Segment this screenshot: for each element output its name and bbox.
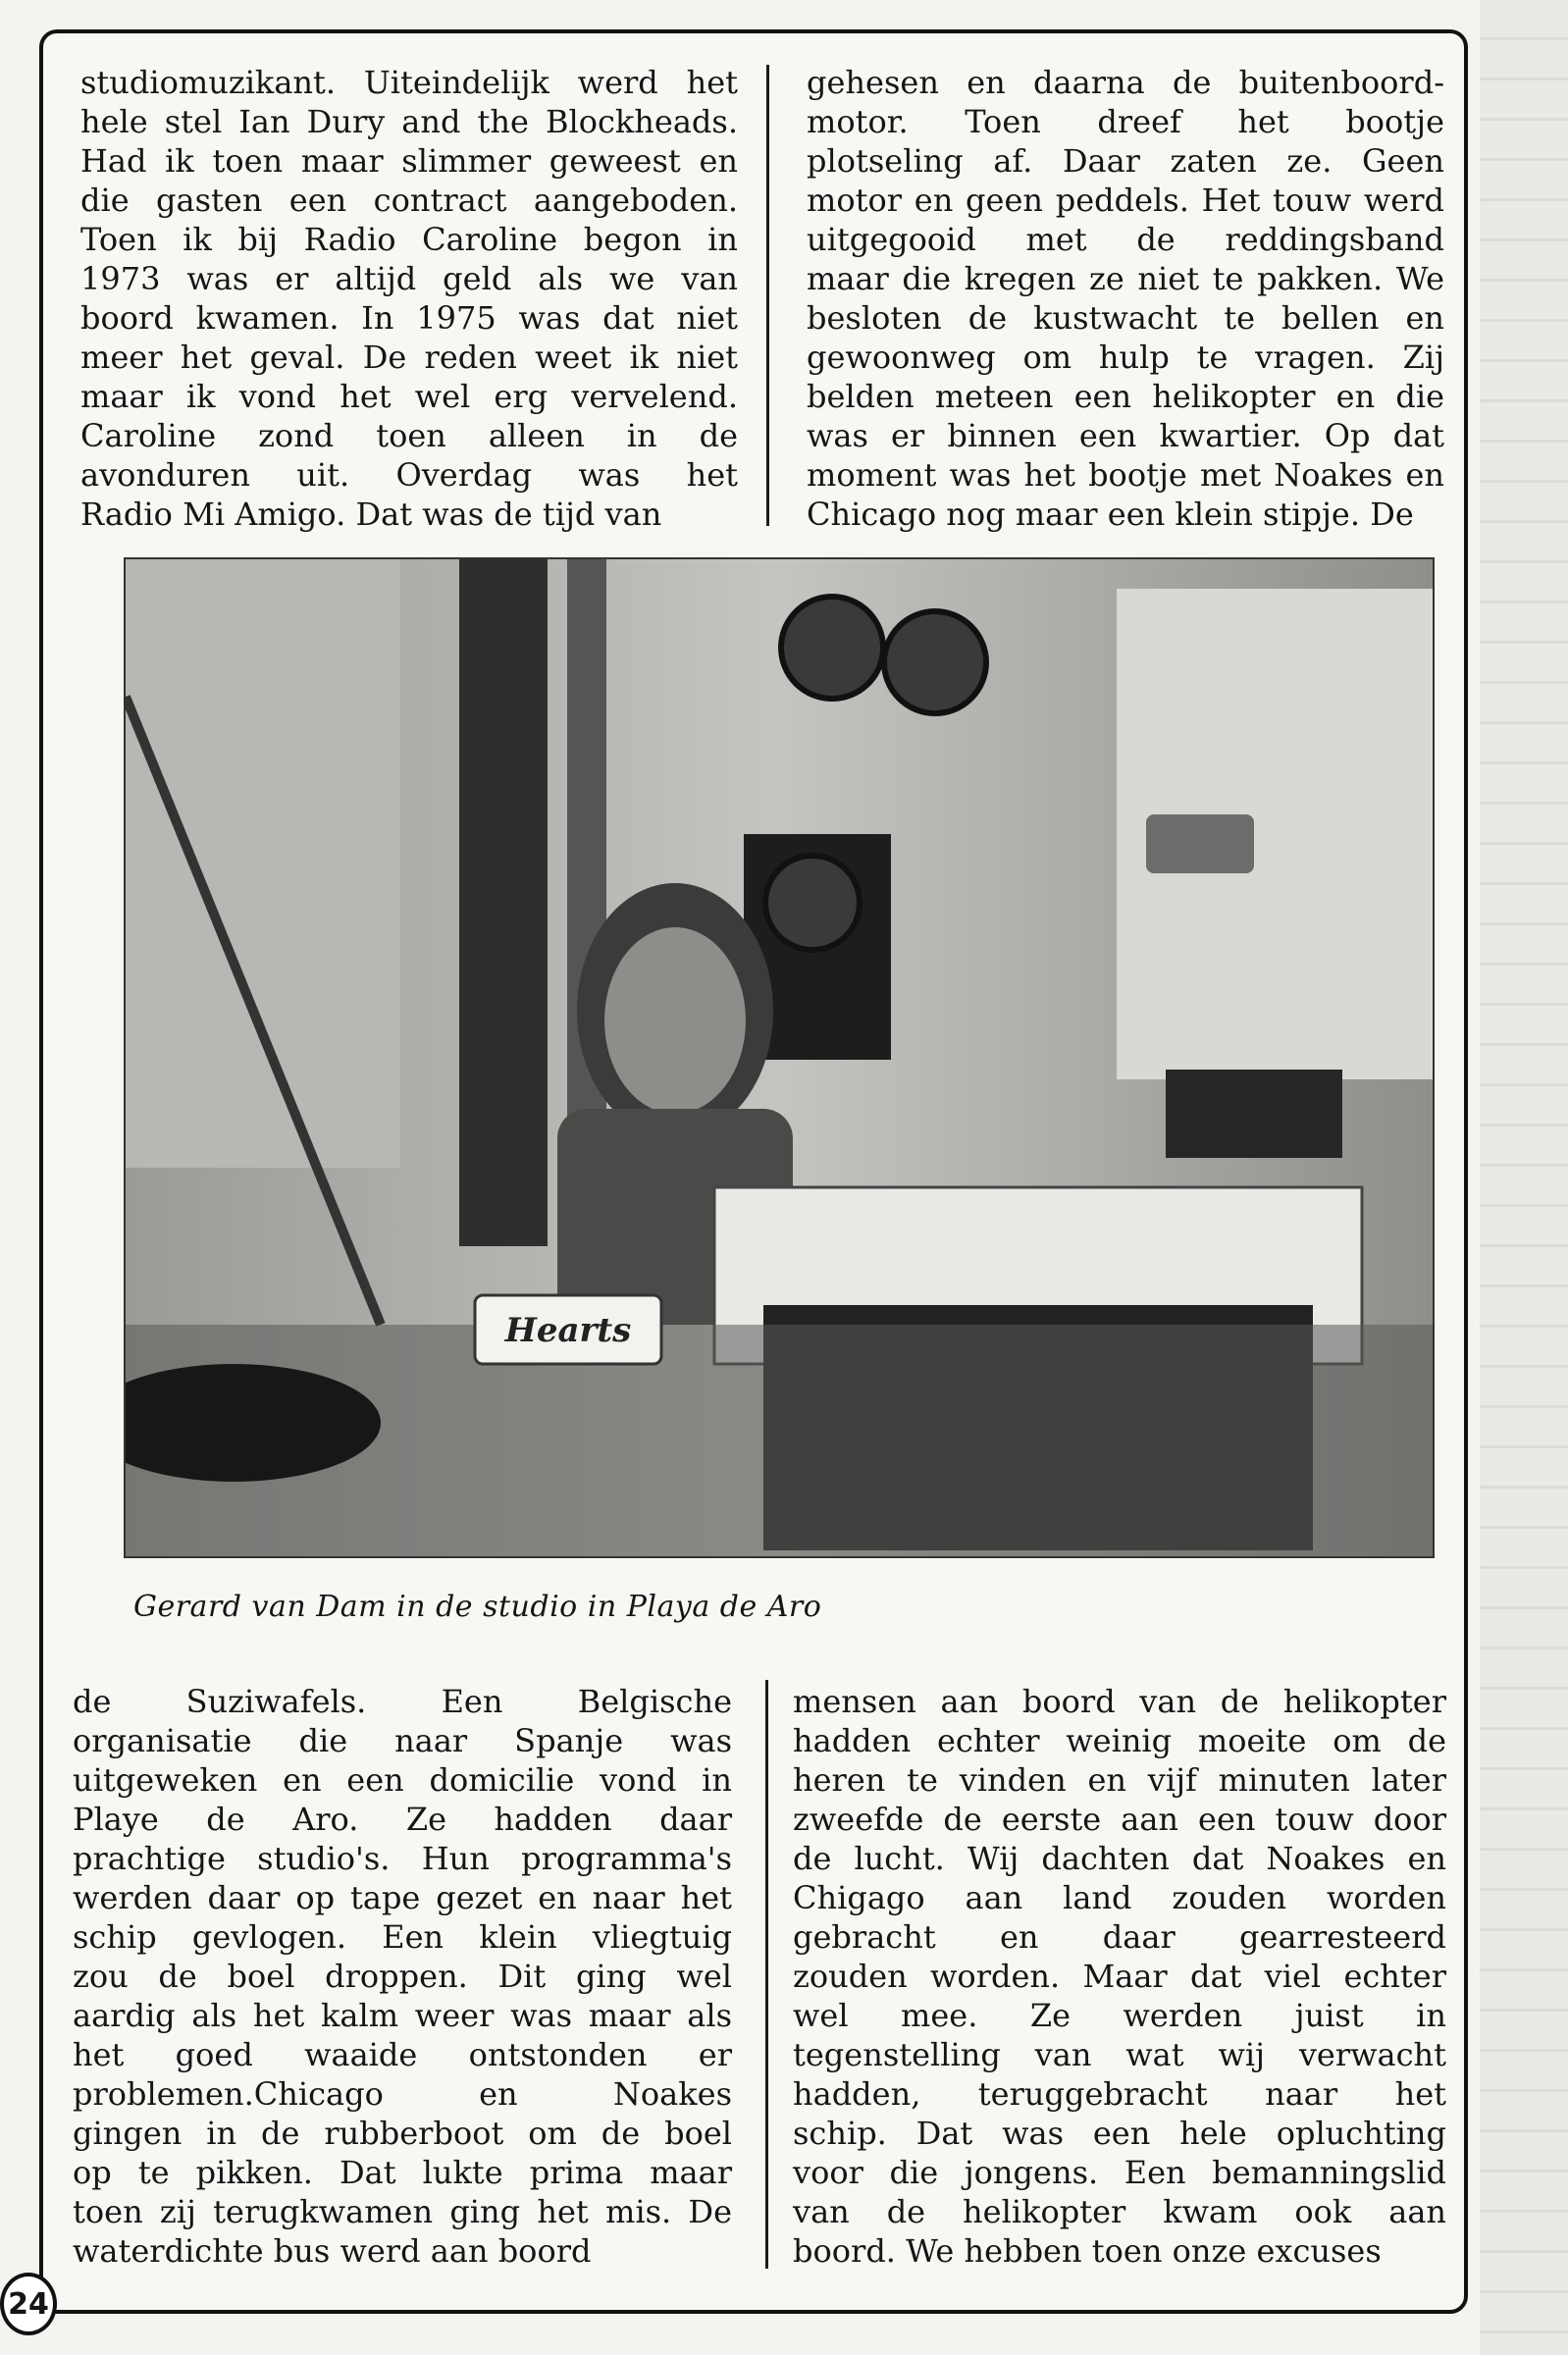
text-line: problemen.Chicago en Noakes [73, 2075, 732, 2113]
text-line: Playe de Aro. Ze hadden daar [73, 1801, 732, 1838]
text-line: motor. Toen dreef het bootje [807, 103, 1444, 140]
article-column-bottom-left [73, 1682, 732, 2271]
text-line: hadden, teruggebracht naar het [793, 2075, 1446, 2113]
text-line: Chicago nog maar een klein stipje. De [807, 496, 1414, 533]
text-line: die gasten een contract aangeboden. [80, 182, 738, 219]
text-line: was er binnen een kwartier. Op dat [807, 417, 1444, 454]
text-line: van de helikopter kwam ook aan [793, 2193, 1446, 2230]
text-line: mensen aan boord van de helikopter [793, 1683, 1446, 1720]
text-line: besloten de kustwacht te bellen en [807, 299, 1444, 337]
article-column-bottom-right [793, 1682, 1446, 2271]
page-number-badge: 24 [0, 2273, 57, 2335]
text-line: 1973 was er altijd geld als we van [80, 260, 738, 297]
text-line: zouden worden. Maar dat viel echter [793, 1958, 1446, 1995]
studio-photo [124, 557, 1435, 1558]
text-line: moment was het bootje met Noakes en [807, 456, 1444, 494]
article-column-top-left [80, 63, 738, 534]
text-line: Toen ik bij Radio Caroline begon in [80, 221, 738, 258]
text-line: schip. Dat was een hele opluchting [793, 2115, 1446, 2152]
text-line: boord. We hebben toen onze excuses [793, 2232, 1382, 2270]
adjacent-page-edge [1480, 0, 1568, 2355]
text-line: gingen in de rubberboot om de boel [73, 2115, 732, 2152]
text-line: op te pikken. Dat lukte prima maar [73, 2154, 732, 2191]
text-line: zou de boel droppen. Dit ging wel [73, 1958, 732, 1995]
text-line: gebracht en daar gearresteerd [793, 1918, 1446, 1956]
text-line: aardig als het kalm weer was maar als [73, 1997, 732, 2034]
photo-sticker-text: Hearts [504, 1311, 632, 1350]
text-line: studiomuzikant. Uiteindelijk werd het [80, 64, 738, 101]
text-line: belden meteen een helikopter en die [807, 378, 1444, 415]
text-line: uitgegooid met de reddingsband [807, 221, 1444, 258]
text-line: Had ik toen maar slimmer geweest en [80, 142, 738, 180]
text-line: waterdichte bus werd aan boord [73, 2232, 592, 2270]
text-line: gehesen en daarna de buitenboord- [807, 64, 1444, 101]
text-line: boord kwamen. In 1975 was dat niet [80, 299, 738, 337]
text-line: Caroline zond toen alleen in de [80, 417, 738, 454]
text-line: toen zij terugkwamen ging het mis. De [73, 2193, 732, 2230]
text-line: de lucht. Wij dachten dat Noakes en [793, 1840, 1446, 1877]
text-line: werden daar op tape gezet en naar het [73, 1879, 732, 1916]
photo-caption: Gerard van Dam in de studio in Playa de Aro [133, 1590, 822, 1624]
text-line: uitgeweken en een domicilie vond in [73, 1761, 732, 1799]
text-line: meer het geval. De reden weet ik niet [80, 339, 738, 376]
text-line: maar ik vond het wel erg vervelend. [80, 378, 738, 415]
text-line: prachtige studio's. Hun programma's [73, 1840, 732, 1877]
column-divider-bottom [765, 1680, 768, 2269]
text-line: motor en geen peddels. Het touw werd [807, 182, 1444, 219]
text-line: schip gevlogen. Een klein vliegtuig [73, 1918, 732, 1956]
text-line: Radio Mi Amigo. Dat was de tijd van [80, 496, 662, 533]
column-divider-top [766, 65, 769, 526]
text-line: gewoonweg om hulp te vragen. Zij [807, 339, 1444, 376]
text-line: Chigago aan land zouden worden [793, 1879, 1446, 1916]
text-line: voor die jongens. Een bemanningslid [793, 2154, 1446, 2191]
article-column-top-right [807, 63, 1444, 534]
text-line: avonduren uit. Overdag was het [80, 456, 738, 494]
text-line: tegenstelling van wat wij verwacht [793, 2036, 1446, 2073]
text-line: organisatie die naar Spanje was [73, 1722, 732, 1759]
text-line: hele stel Ian Dury and the Blockheads. [80, 103, 738, 140]
text-line: heren te vinden en vijf minuten later [793, 1761, 1446, 1799]
text-line: hadden echter weinig moeite om de [793, 1722, 1446, 1759]
text-line: zweefde de eerste aan een touw door [793, 1801, 1446, 1838]
text-line: de Suziwafels. Een Belgische [73, 1683, 732, 1720]
text-line: maar die kregen ze niet te pakken. We [807, 260, 1444, 297]
text-line: plotseling af. Daar zaten ze. Geen [807, 142, 1444, 180]
text-line: het goed waaide ontstonden er [73, 2036, 732, 2073]
text-line: wel mee. Ze werden juist in [793, 1997, 1446, 2034]
